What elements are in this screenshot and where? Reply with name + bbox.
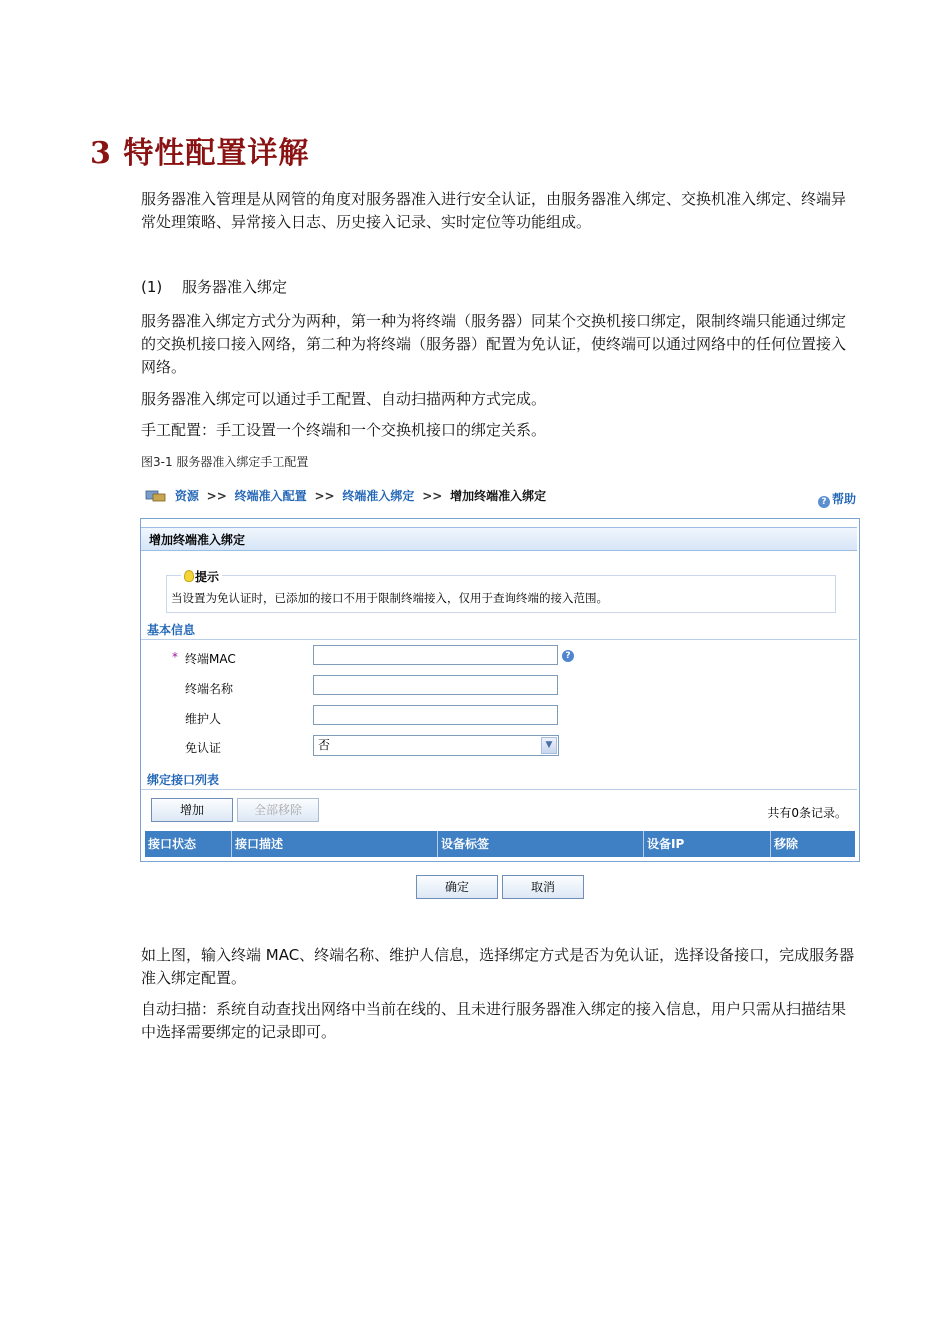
breadcrumb	[145, 487, 860, 509]
mac-label: 终端MAC	[185, 652, 236, 666]
add-port-button[interactable]: 增加	[151, 798, 233, 822]
section-bound-ports: 绑定接口列表	[147, 773, 220, 787]
required-mark: *	[172, 650, 178, 664]
help-label: 帮助	[831, 492, 856, 506]
breadcrumb-current: 增加终端准入绑定	[450, 489, 547, 503]
breadcrumb-separator: >>	[422, 489, 443, 503]
hint-label-text: 提示	[195, 570, 220, 584]
column-header[interactable]: 移除	[774, 837, 799, 851]
lightbulb-icon	[184, 570, 194, 582]
hint-box	[166, 570, 836, 613]
section-basic-info: 基本信息	[147, 623, 196, 637]
binding-form-panel	[140, 518, 860, 862]
hint-text: 当设置为免认证时，已添加的接口不用于限制终端接入，仅用于查询终端的接入范围。	[171, 591, 608, 605]
mac-help-icon[interactable]: ?	[562, 650, 574, 662]
panel-title: 增加终端准入绑定	[141, 527, 857, 551]
column-header[interactable]: 设备标签	[438, 831, 644, 857]
binding-methods: 服务器准入绑定可以通过手工配置、自动扫描两种方式完成。	[141, 390, 547, 408]
manual-config-description: 手工配置：手工设置一个终端和一个交换机接口的绑定关系。	[141, 421, 547, 439]
ok-button[interactable]: 确定	[416, 875, 498, 899]
terminal-name-input[interactable]	[313, 675, 558, 695]
list-item-1: (1) 服务器准入绑定	[141, 278, 288, 296]
hint-label	[181, 568, 222, 585]
breadcrumb-separator: >>	[314, 489, 335, 503]
resource-icon	[145, 488, 167, 502]
terminal-name-label: 终端名称	[185, 682, 234, 696]
maintainer-input[interactable]	[313, 705, 558, 725]
breadcrumb-resource-link[interactable]: 资源	[174, 489, 199, 503]
breadcrumb-separator: >>	[206, 489, 227, 503]
binding-description: 服务器准入绑定方式分为两种，第一种为将终端（服务器）同某个交换机接口绑定，限制终端只能通过绑定的交换机接口接入网络，第二种为将终端（服务器）配置为免认证，使终端可以通过网络中的任何位置接入网络。	[141, 312, 847, 376]
column-header[interactable]: 设备IP	[644, 831, 771, 857]
column-header[interactable]: 接口描述	[232, 831, 438, 857]
section-divider	[141, 639, 857, 640]
figure-caption: 图3-1 服务器准入绑定手工配置	[141, 455, 309, 469]
mac-input[interactable]	[313, 645, 558, 665]
chevron-down-icon[interactable]: ▼	[541, 737, 557, 754]
auto-scan-description: 自动扫描：系统自动查找出网络中当前在线的、且未进行服务器准入绑定的接入信息，用户只需从扫描结果中选择需要绑定的记录即可。	[141, 1000, 847, 1041]
maintainer-label: 维护人	[185, 712, 222, 726]
record-count: 共有0条记录。	[767, 806, 847, 820]
figure-explanation: 如上图，输入终端 MAC、终端名称、维护人信息，选择绑定方式是否为免认证，选择设备接口，完成服务器准入绑定配置。	[141, 946, 855, 987]
exempt-auth-select[interactable]	[313, 735, 559, 756]
intro-paragraph: 服务器准入管理是从网管的角度对服务器准入进行安全认证，由服务器准入绑定、交换机准入绑定、终端异常处理策略、异常接入日志、历史接入记录、实时定位等功能组成。	[141, 190, 847, 231]
column-header[interactable]: 接口状态	[145, 831, 232, 857]
breadcrumb-access-binding-link[interactable]: 终端准入绑定	[342, 489, 415, 503]
ports-table-header	[145, 831, 855, 857]
section-heading: 3 特性配置详解	[90, 136, 310, 171]
help-icon: ?	[818, 496, 830, 508]
cancel-button[interactable]: 取消	[502, 875, 584, 899]
exempt-auth-label: 免认证	[185, 741, 222, 755]
help-link[interactable]	[818, 490, 856, 508]
remove-all-button[interactable]: 全部移除	[237, 798, 319, 822]
breadcrumb-access-config-link[interactable]: 终端准入配置	[234, 489, 307, 503]
exempt-auth-value: 否	[318, 738, 331, 752]
section-divider	[141, 789, 857, 790]
